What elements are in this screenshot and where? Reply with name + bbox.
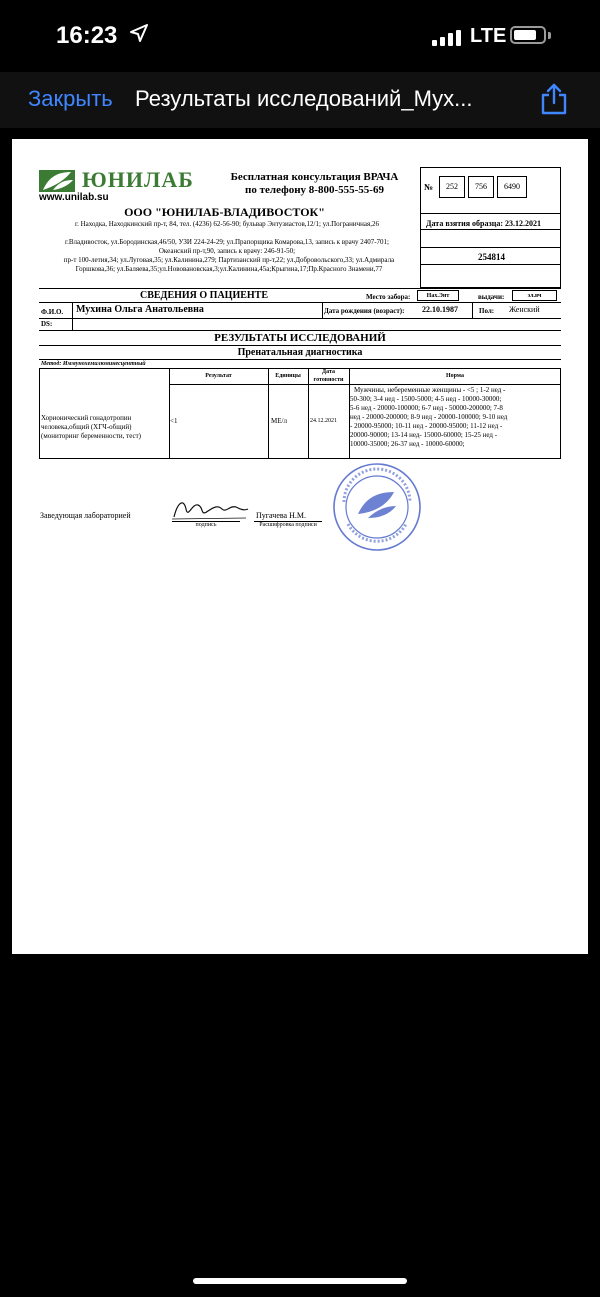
signer-name: Пугачева Н.М.	[256, 511, 306, 520]
address-line-2: г.Владивосток, ул.Бородинская,46/50, УЗИ 224-24-29; ул.Прапорщика Комарова,13, запись к врачу 2407-701;	[64, 238, 389, 246]
number-part-2: 756	[468, 176, 494, 198]
consultation-info	[217, 171, 412, 197]
divider	[39, 288, 561, 289]
number-label: №	[424, 182, 434, 192]
test-name	[41, 414, 141, 441]
sex-value: Женский	[509, 305, 540, 314]
column-date-line-1: Дата	[322, 369, 335, 375]
divider	[420, 213, 561, 214]
company-name: ООО "ЮНИЛАБ-ВЛАДИВОСТОК"	[124, 205, 325, 219]
patient-name: Мухина Ольга Анатольевна	[76, 304, 204, 315]
divider	[39, 345, 561, 346]
divider	[268, 368, 269, 459]
nav-bar	[0, 72, 600, 128]
document-title: Результаты исследований_Мух...	[135, 86, 473, 111]
cellular-signal-icon	[432, 30, 462, 46]
divider	[39, 330, 561, 331]
logo-url: www.unilab.su	[39, 192, 109, 203]
divider	[169, 384, 561, 385]
document-page[interactable]	[12, 139, 588, 954]
address-line-3: Океанский пр-т,90, запись к врачу: 246-91-50;	[158, 247, 296, 255]
home-indicator[interactable]	[193, 1278, 407, 1284]
section-title: Пренатальная диагностика	[237, 347, 363, 358]
close-button[interactable]: Закрыть	[28, 86, 113, 111]
issue-value: эл.вч	[512, 290, 557, 301]
norm-line-2: 50-300; 3-4 нед - 1500-5000; 4-5 нед - 10000-30000;	[350, 395, 502, 403]
norm-line-1: Мужчины, небеременные женщины - <5 ; 1-2 нед -	[354, 386, 506, 394]
norm-line-6: 20000-90000; 13-14 нед- 15000-60000; 15-25 нед -	[350, 431, 498, 439]
test-result: <1	[170, 417, 178, 425]
dob-value: 22.10.1987	[422, 305, 458, 314]
logo-text: ЮНИЛАБ	[82, 167, 194, 192]
signature-caption: подпись	[195, 522, 217, 528]
signer-caption: Расшифровка подписи	[259, 522, 317, 528]
results-title: РЕЗУЛЬТАТЫ ИССЛЕДОВАНИЙ	[214, 332, 386, 344]
test-ready-date: 24.12.2021	[310, 418, 337, 424]
address-line-5: Горшкова,36; ул.Баляева,35;ул.Нововановская,3;ул.Калинина,45а;Крыгина,17;Пр.Красного Знамени,77	[75, 265, 383, 273]
fio-label: Ф.И.О.	[41, 308, 64, 316]
share-icon[interactable]	[538, 82, 570, 116]
test-units: МЕ/л	[271, 417, 287, 425]
divider	[72, 302, 73, 330]
address-line-4: пр-т 100-летия,34; ул.Луговая,35; ул.Калинина,279; Партизанский пр-т,22; ул.Добровольского,33; ул.Адмирала	[63, 256, 395, 264]
divider	[39, 359, 561, 360]
consult-line-1: Бесплатная консультация ВРАЧА	[230, 171, 399, 183]
ds-label: DS:	[41, 320, 53, 328]
divider	[420, 264, 561, 265]
sample-code: 254814	[478, 252, 505, 262]
divider	[322, 302, 323, 318]
battery-icon	[510, 26, 546, 44]
column-units: Единицы	[275, 373, 301, 379]
address-line-1: г. Находка, Находкинский пр-т, 84, тел. (4236) 62-56-90; бульвар Энтузиастов,12/1; ул.Пограничная,26	[75, 220, 379, 228]
number-part-3: 6490	[497, 176, 527, 198]
sex-label: Пол:	[479, 307, 495, 315]
battery-tip	[548, 32, 551, 39]
divider	[420, 229, 561, 230]
norm-line-7: 10000-35000; 26-37 нед - 10000-60000;	[350, 440, 465, 448]
head-of-lab-label: Заведующая лабораторией	[40, 511, 131, 520]
patient-info-header: СВЕДЕНИЯ О ПАЦИЕНТЕ	[140, 290, 269, 301]
place-label: Место забора:	[366, 293, 411, 301]
divider	[420, 247, 561, 248]
place-value: Нах.Энт	[417, 290, 459, 301]
signature-icon	[170, 497, 250, 523]
method-label: Метод: Иммунохемилюминесцентный	[41, 361, 146, 367]
sample-date: Дата взятия образца: 23.12.2021	[426, 219, 541, 228]
dob-label: Дата рождения (возраст):	[324, 307, 405, 315]
network-type: LTE	[470, 25, 507, 47]
divider	[39, 302, 561, 303]
issue-label: выдачи:	[478, 293, 505, 301]
test-norm	[350, 386, 560, 449]
consult-line-2: по телефону 8-800-555-55-69	[245, 184, 384, 196]
divider	[39, 318, 561, 319]
leaf-logo-icon	[39, 170, 75, 192]
test-name-line-1: Хорионический гонадотропин	[41, 414, 132, 422]
divider	[472, 302, 473, 318]
divider	[169, 368, 170, 459]
test-name-line-2: человека,общий (ХГЧ-общий)	[41, 423, 132, 431]
norm-line-5: - 20000-95000; 10-11 нед - 20000-95000; 11-12 нед -	[350, 422, 503, 430]
norm-line-4: нед - 20000-200000; 8-9 нед - 20000-100000; 9-10 нед	[350, 413, 508, 421]
column-date-line-2: готовности	[313, 377, 344, 383]
norm-line-3: 5-6 нед - 20000-100000; 6-7 нед - 50000-200000; 7-8	[350, 404, 503, 412]
column-result: Результат	[205, 373, 232, 379]
number-part-1: 252	[439, 176, 465, 198]
test-name-line-3: (мониторинг беременности, тест)	[41, 432, 141, 440]
column-norm: Норма	[446, 373, 464, 379]
company-stamp-icon	[332, 462, 422, 552]
status-time: 16:23	[56, 22, 118, 49]
status-bar	[0, 0, 600, 72]
location-arrow-icon	[130, 24, 148, 42]
